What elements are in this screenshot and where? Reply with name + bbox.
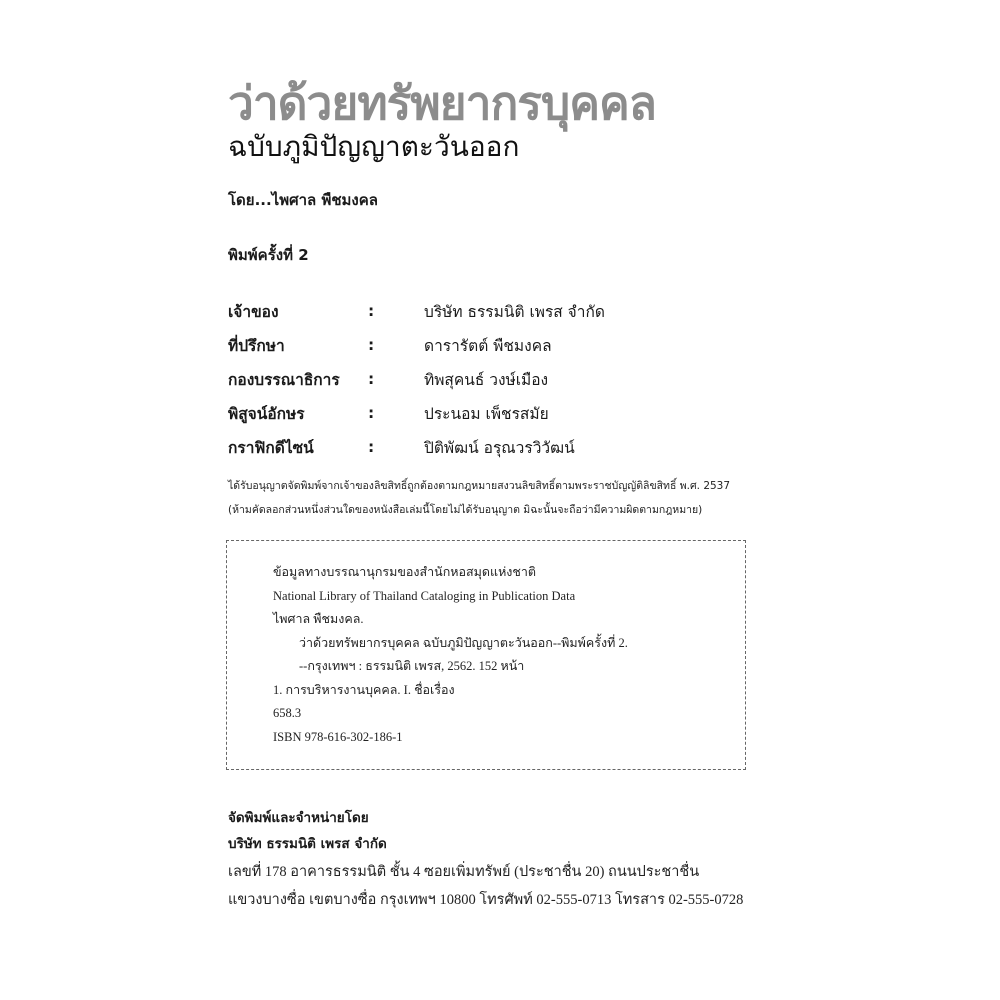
cataloging-data bbox=[273, 561, 628, 749]
credit-row-advisor bbox=[228, 328, 748, 362]
edition-line: พิมพ์ครั้งที่ 2 bbox=[228, 246, 309, 264]
credit-value: ดารารัตต์ พืชมงคล bbox=[424, 336, 552, 355]
credits-list bbox=[228, 294, 748, 464]
cip-heading-english: National Library of Thailand Cataloging in Publication Data bbox=[273, 588, 576, 603]
publisher-info bbox=[228, 806, 788, 916]
author-line: โดย...ไพศาล พืชมงคล bbox=[228, 191, 378, 209]
credit-label: กราฟิกดีไซน์ bbox=[228, 438, 314, 457]
publisher-heading: จัดพิมพ์และจำหน่ายโดย bbox=[228, 810, 369, 826]
cip-classification: 658.3 bbox=[273, 706, 302, 720]
cip-author: ไพศาล พืชมงคล. bbox=[273, 612, 364, 626]
cataloging-data-box bbox=[226, 540, 746, 770]
copyright-notice bbox=[228, 474, 768, 522]
credit-value: ทิพสุคนธ์ วงษ์เมือง bbox=[424, 370, 549, 389]
cip-imprint: --กรุงเทพฯ : ธรรมนิติ เพรส, 2562. 152 หน้า bbox=[299, 659, 525, 673]
cip-title: ว่าด้วยทรัพยากรบุคคล ฉบับภูมิปัญญาตะวันออก--พิมพ์ครั้งที่ 2. bbox=[299, 635, 628, 650]
credit-label: กองบรรณาธิการ bbox=[228, 370, 340, 389]
credit-colon: : bbox=[368, 302, 375, 320]
credit-row-editorial bbox=[228, 362, 748, 396]
credit-row-owner bbox=[228, 294, 748, 328]
cip-isbn: ISBN 978-616-302-186-1 bbox=[273, 729, 403, 744]
book-subtitle: ฉบับภูมิปัญญาตะวันออก bbox=[228, 130, 520, 163]
credit-row-proofreader bbox=[228, 396, 748, 430]
credit-value: ประนอม เพ็ชรสมัย bbox=[424, 404, 549, 423]
cip-heading-thai: ข้อมูลทางบรรณานุกรมของสำนักหอสมุดแห่งชาติ bbox=[273, 565, 537, 579]
credit-colon: : bbox=[368, 404, 375, 422]
cip-subject: 1. การบริหารงานบุคคล. I. ชื่อเรื่อง bbox=[273, 682, 455, 697]
copyright-line: ได้รับอนุญาตจัดพิมพ์จากเจ้าของลิขสิทธิ์ถูกต้องตามกฎหมายสงวนลิขสิทธิ์ตามพระราชบัญญัติลิขสิทธิ์ พ.ศ. 2537 bbox=[228, 480, 731, 492]
credit-colon: : bbox=[368, 438, 375, 456]
book-title: ว่าด้วยทรัพยากรบุคคล bbox=[228, 76, 656, 130]
credit-colon: : bbox=[368, 336, 375, 354]
credit-value: ปิติพัฒน์ อรุณวรวิวัฒน์ bbox=[424, 438, 575, 457]
publisher-name: บริษัท ธรรมนิติ เพรส จำกัด bbox=[228, 836, 387, 852]
credit-label: ที่ปรึกษา bbox=[228, 336, 285, 355]
copyright-warning-line: (ห้ามคัดลอกส่วนหนึ่งส่วนใดของหนังสือเล่มนี้โดยไม่ได้รับอนุญาต มิฉะนั้นจะถือว่ามีความผิดตามกฎหมาย) bbox=[228, 504, 703, 516]
credit-colon: : bbox=[368, 370, 375, 388]
credit-value: บริษัท ธรรมนิติ เพรส จำกัด bbox=[424, 302, 605, 321]
credit-label: เจ้าของ bbox=[228, 302, 279, 321]
publisher-address-line-1: เลขที่ 178 อาคารธรรมนิติ ชั้น 4 ซอยเพิ่มทรัพย์ (ประชาชื่น 20) ถนนประชาชื่น bbox=[228, 864, 700, 880]
credit-label: พิสูจน์อักษร bbox=[228, 404, 305, 423]
publisher-address-line-2: แขวงบางซื่อ เขตบางซื่อ กรุงเทพฯ 10800 โทรศัพท์ 02-555-0713 โทรสาร 02-555-0728 bbox=[228, 892, 744, 908]
credit-row-graphic-design bbox=[228, 430, 748, 464]
